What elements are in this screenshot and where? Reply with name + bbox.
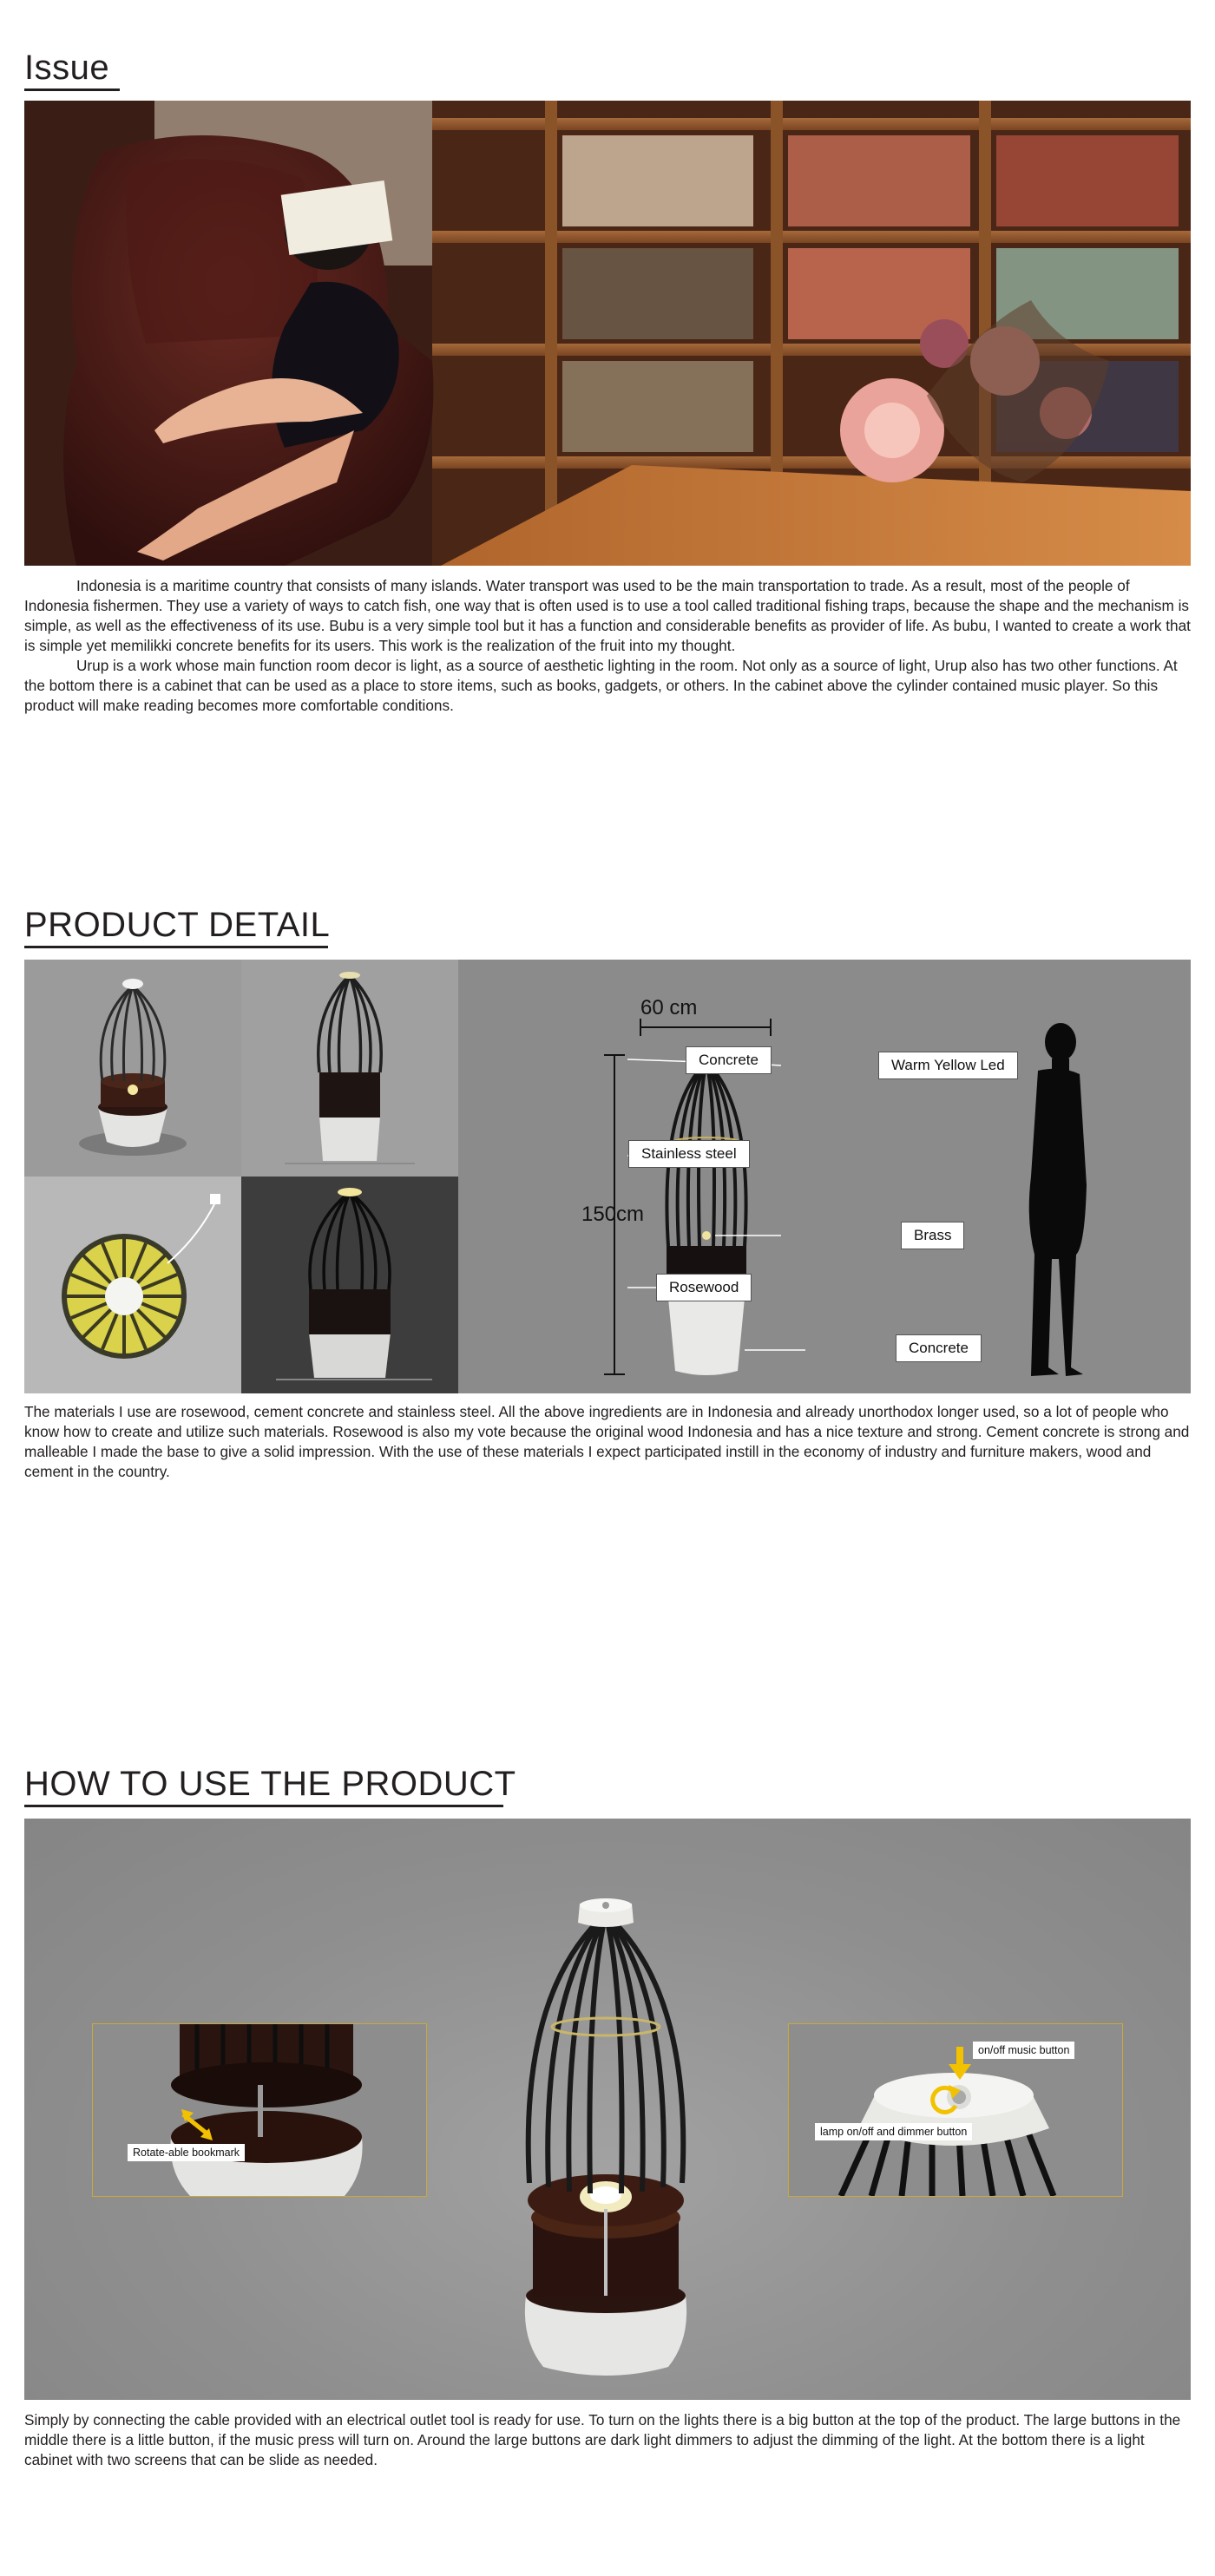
lamp-perspective-icon <box>24 960 241 1177</box>
dimension-drawing <box>458 960 1191 1393</box>
reading-room-photo <box>24 101 1191 566</box>
how-to-use-underline <box>24 1805 503 1807</box>
label-concrete-base: Concrete <box>896 1334 982 1362</box>
width-dimension-text: 60 cm <box>640 996 698 1019</box>
product-detail-title: PRODUCT DETAIL <box>24 906 331 944</box>
product-detail-paragraph: The materials I use are rosewood, cement concrete and stainless steel. All the above ingredients are in Indonesia and already unorthodox longer used, so a lot of people who know how to create and utilize such materials. Rosewood is also my vote because the original wood Indonesia and has a nice texture and strong. Cement concrete is strong and malleable I made the base to give a solid impression. With the use of these materials I expect participated instill in the economy of industry and furniture makers, wood and cement in the country. <box>24 1403 1190 1480</box>
issue-title: Issue <box>24 49 110 87</box>
render-perspective-tile <box>24 960 241 1177</box>
label-rosewood: Rosewood <box>656 1274 752 1301</box>
how-to-use-title: HOW TO USE THE PRODUCT <box>24 1765 516 1803</box>
bookmark-inset <box>92 2023 427 2197</box>
height-dimension-text: 150cm <box>581 1203 645 1226</box>
photo-illustration <box>24 101 1191 566</box>
label-brass: Brass <box>901 1222 964 1249</box>
press-arrow-icon <box>949 2047 971 2081</box>
render-dark-tile <box>241 1177 458 1393</box>
issue-paragraph-2: Urup is a work whose main function room decor is light, as a source of aesthetic lighting in the room. Not only as a source of light, Urup also has two other functions. At the bottom there is a cabinet that can be used as a place to store items, such as books, gadgets, or others. In the cabinet above the cylinder contained music player. So this product will make reading becomes more comfortable conditions. <box>24 657 1178 714</box>
render-top-view-tile <box>24 1177 241 1393</box>
human-silhouette <box>1029 1023 1087 1376</box>
issue-title-underline <box>24 88 120 91</box>
rotate-arrow-icon <box>180 2107 214 2142</box>
buttons-inset <box>788 2023 1123 2197</box>
label-stainless-steel: Stainless steel <box>628 1140 750 1168</box>
how-to-use-render <box>24 1819 1191 2400</box>
label-warm-yellow-led: Warm Yellow Led <box>878 1052 1018 1079</box>
label-music-button: on/off music button <box>973 2042 1074 2059</box>
how-to-use-paragraph: Simply by connecting the cable provided with an electrical outlet tool is ready for use. To turn on the lights there is a big button at the top of the product. The large buttons in the middle there is a little button, if the music press will turn on. Around the large buttons are dark light dimmers to adjust the dimming of the light. At the bottom there is a light cabinet with two screens that can be slide as needed. <box>24 2411 1181 2468</box>
dimmer-rotate-icon <box>928 2081 962 2116</box>
lamp-dark-icon <box>241 1177 458 1393</box>
lamp-front-icon <box>241 960 458 1177</box>
issue-paragraph-1: Indonesia is a maritime country that consists of many islands. Water transport was used to be the main transportation to trade. As a result, most of the people of Indonesia fishermen. They use a variety of ways to catch fish, one way that is often used is to use a tool called traditional fishing traps, because the shape and the mechanism is simple, as well as the effectiveness of its use. Bubu is a very simple tool but it has a function and considerable benefits as provider of life. As bubu, I wanted to create a work that is simple yet memilikki concrete benefits for its users. This work is the realization of the fruit into my thought. <box>24 577 1191 654</box>
label-concrete-top: Concrete <box>686 1046 772 1074</box>
issue-paragraph <box>24 576 1191 716</box>
bookmark-detail-render <box>93 2024 426 2196</box>
product-detail-collage <box>24 960 1191 1393</box>
label-rotate-bookmark: Rotate-able bookmark <box>128 2144 245 2161</box>
lamp-main-render <box>484 1888 727 2391</box>
render-front-tile <box>241 960 458 1177</box>
label-lamp-dimmer-button: lamp on/off and dimmer button <box>815 2123 972 2140</box>
product-detail-underline <box>24 946 328 948</box>
lamp-top-view-icon <box>24 1177 241 1393</box>
